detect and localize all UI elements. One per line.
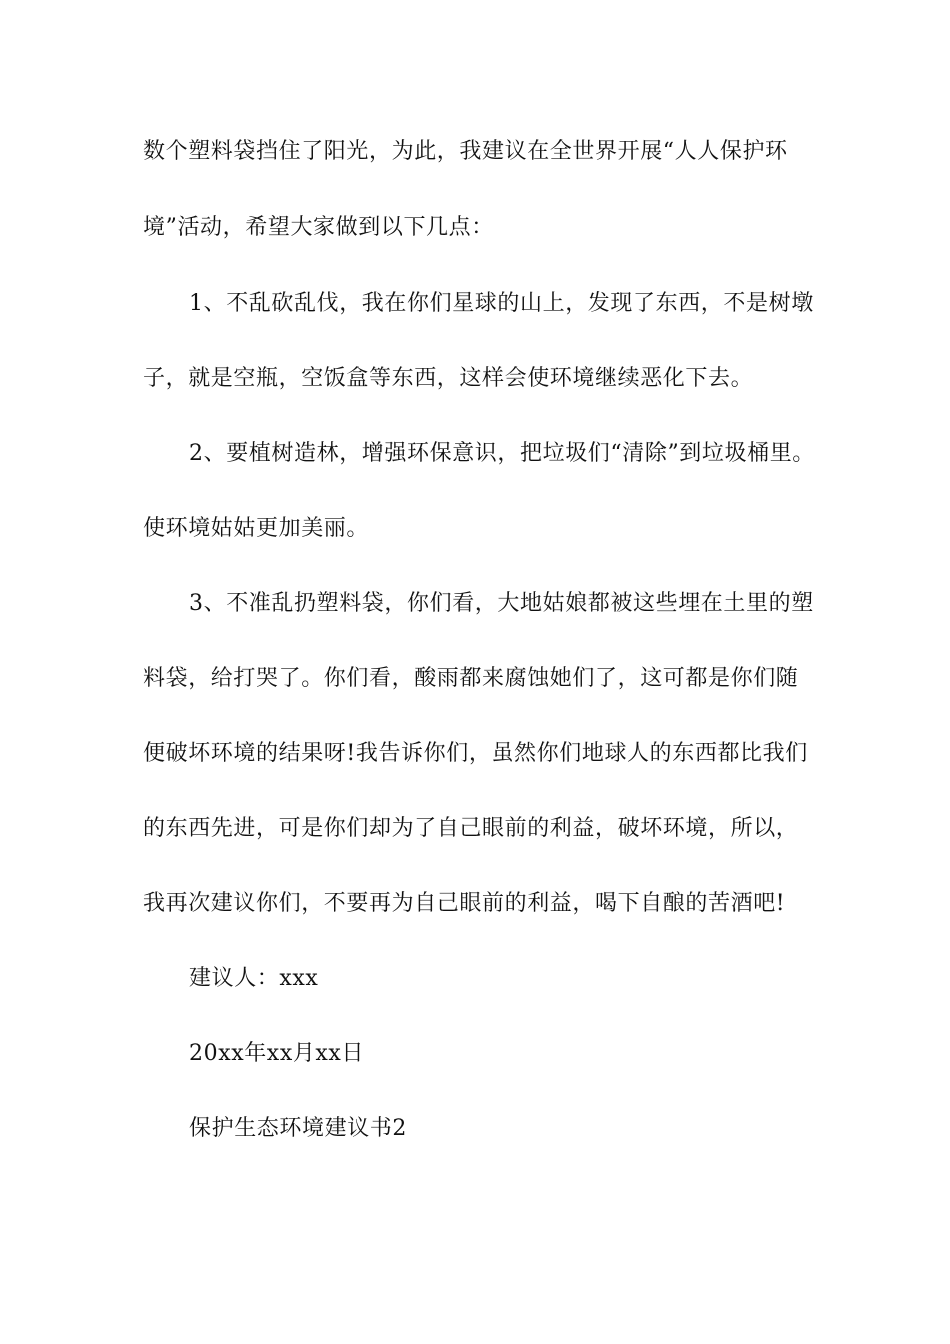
date-line: 20xx年xx月xx日	[189, 1041, 365, 1066]
list-item-2-line: 2、要植树造林，增强环保意识，把垃圾们“清除”到垃圾桶里。	[189, 441, 815, 466]
list-item-3-line: 的东西先进，可是你们却为了自己眼前的利益，破坏环境，所以，	[143, 816, 799, 841]
list-item-1-line: 子，就是空瓶，空饭盒等东西，这样会使环境继续恶化下去。	[143, 366, 754, 391]
list-item-2-line: 使环境姑姑更加美丽。	[143, 516, 370, 541]
section-title: 保护生态环境建议书2	[189, 1116, 407, 1141]
list-item-1-line: 1、不乱砍乱伐，我在你们星球的山上，发现了东西，不是树墩	[189, 291, 814, 316]
list-item-3-line: 料袋，给打哭了。你们看，酸雨都来腐蚀她们了，这可都是你们随	[143, 666, 799, 691]
paragraph-line: 数个塑料袋挡住了阳光，为此，我建议在全世界开展“人人保护环	[143, 139, 788, 164]
list-item-3-line: 我再次建议你们，不要再为自己眼前的利益，喝下自酿的苦酒吧!	[143, 891, 786, 916]
list-item-3-line: 3、不准乱扔塑料袋，你们看，大地姑娘都被这些埋在土里的塑	[189, 591, 814, 616]
list-item-3-line: 便破坏环境的结果呀!我告诉你们，虽然你们地球人的东西都比我们	[143, 741, 808, 766]
paragraph-line: 境”活动，希望大家做到以下几点：	[143, 215, 494, 240]
signature-line: 建议人：xxx	[189, 966, 319, 991]
